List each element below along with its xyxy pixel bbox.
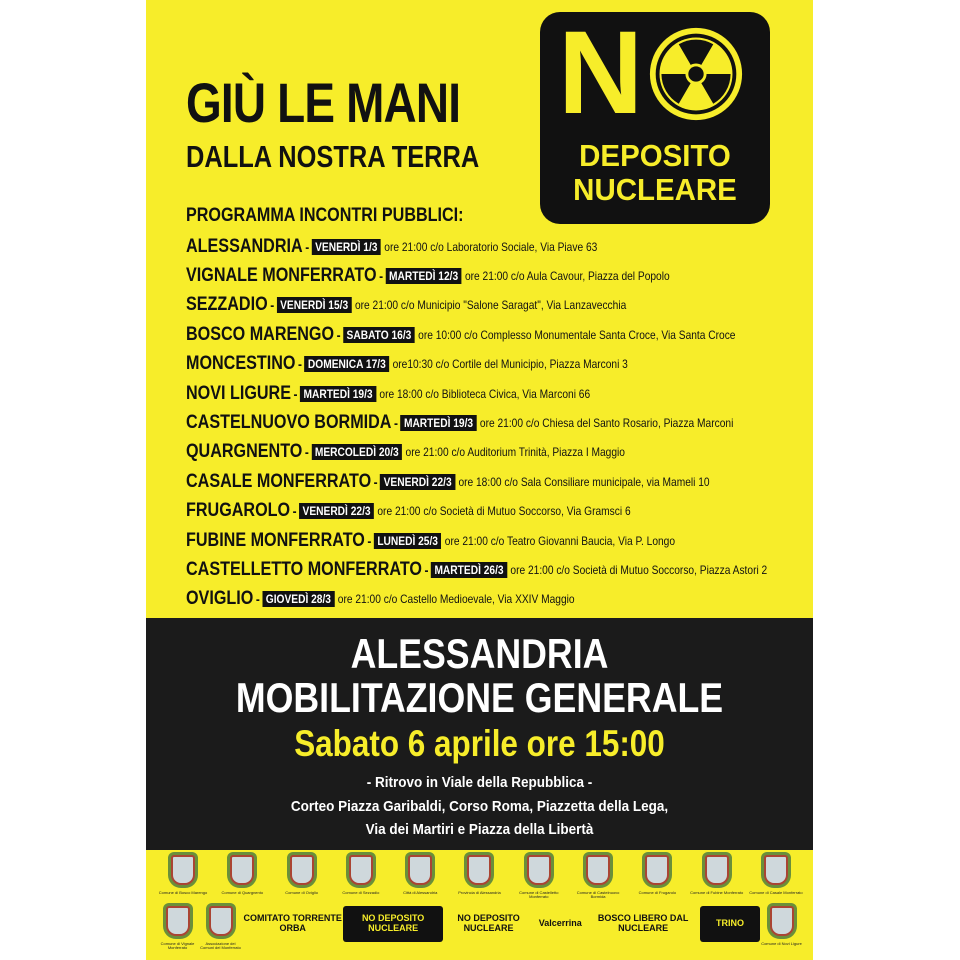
event-details: ore 18:00 c/o Sala Consiliare municipale, via Mameli 10	[458, 474, 710, 489]
crest-icon	[290, 855, 314, 885]
event-row: NOVI LIGURE - MARTEDÌ 19/3 ore 18:00 c/o Biblioteca Civica, Via Marconi 66	[186, 382, 591, 404]
event-row: SEZZADIO - VENERDÌ 15/3 ore 21:00 c/o Municipio "Salone Saragat", Via Lanzavecchia	[186, 294, 627, 316]
event-details: ore 21:00 c/o Chiesa del Santo Rosario, Piazza Marconi	[479, 416, 734, 431]
mobilization-title: MOBILITAZIONE GENERALE	[235, 674, 724, 721]
event-date: VENERDÌ 22/3	[380, 474, 455, 490]
crest-sezzadio: Comune di Sezzadio	[334, 855, 388, 900]
logo-no-deposito-1: NO DEPOSITO NUCLEARE	[343, 906, 442, 942]
event-row: ALESSANDRIA - VENERDÌ 1/3 ore 21:00 c/o Laboratorio Sociale, Via Piave 63	[186, 235, 598, 257]
event-details: ore 21:00 c/o Società di Mutuo Soccorso, Piazza Astori 2	[510, 562, 768, 577]
crest-frugarolo: Comune di Frugarolo	[630, 855, 684, 900]
event-row: CASTELLETTO MONFERRATO - MARTEDÌ 26/3 ore 21:00 c/o Società di Mutuo Soccorso, Piazza Astori 2	[186, 558, 768, 580]
crest-bosco-marengo: Comune di Bosco Marengo	[156, 855, 210, 900]
crest-icon	[645, 855, 669, 885]
sponsor-logos-row2	[156, 906, 803, 951]
event-city: SEZZADIO	[186, 294, 268, 316]
headline-sub: DALLA NOSTRA TERRA	[186, 139, 480, 174]
event-details: ore10:30 c/o Cortile del Municipio, Piazza Marconi 3	[392, 357, 628, 372]
crest-icon	[166, 906, 190, 936]
crest-icon	[349, 855, 373, 885]
event-row: BOSCO MARENGO - SABATO 16/3 ore 10:00 c/o Complesso Monumentale Santa Croce, Via Santa Croce	[186, 323, 736, 345]
event-city: VIGNALE MONFERRATO	[186, 265, 377, 287]
event-row: VIGNALE MONFERRATO - MARTEDÌ 12/3 ore 21:00 c/o Aula Cavour, Piazza del Popolo	[186, 265, 670, 287]
crest-casale: Comune di Casale Monferrato	[749, 855, 803, 900]
crest-icon	[230, 855, 254, 885]
poster	[146, 0, 813, 960]
event-date: DOMENICA 17/3	[305, 356, 390, 372]
logo-comuni-monferrato: Associazione dei Comuni del Monferrato	[199, 906, 242, 951]
logo-comitato-torrente-orba: COMITATO TORRENTE ORBA	[243, 913, 342, 933]
event-date: GIOVEDÌ 28/3	[262, 591, 334, 607]
event-date: VENERDÌ 22/3	[299, 503, 374, 519]
logo-text-deposito: DEPOSITO	[579, 138, 731, 173]
event-date: VENERDÌ 15/3	[277, 297, 352, 313]
event-details: ore 21:00 c/o Società di Mutuo Soccorso, Via Gramsci 6	[377, 504, 631, 519]
crest-icon	[171, 855, 195, 885]
event-city: CASTELLETTO MONFERRATO	[186, 558, 422, 580]
crest-castelnuovo: Comune di Castelnuovo Bormida	[571, 855, 625, 900]
logo-bosco-libero: BOSCO LIBERO DAL NUCLEARE	[597, 913, 689, 933]
event-details: ore 21:00 c/o Teatro Giovanni Baucia, Via P. Longo	[444, 533, 676, 548]
event-details: ore 10:00 c/o Complesso Monumentale Santa Croce, Via Santa Croce	[418, 327, 736, 342]
crest-oviglio: Comune di Oviglio	[275, 855, 329, 900]
event-row: OVIGLIO - GIOVEDÌ 28/3 ore 21:00 c/o Castello Medioevale, Via XXIV Maggio	[186, 588, 575, 610]
event-city: OVIGLIO	[186, 588, 254, 610]
crest-alessandria-city: Città di Alessandria	[393, 855, 447, 900]
logo-no-deposito-2: NO DEPOSITO NUCLEARE	[457, 913, 520, 933]
event-city: MONCESTINO	[186, 353, 296, 375]
crest-icon	[705, 855, 729, 885]
event-details: ore 21:00 c/o Castello Medioevale, Via XXIV Maggio	[337, 592, 575, 607]
event-details: ore 21:00 c/o Laboratorio Sociale, Via Piave 63	[384, 239, 598, 254]
crest-alessandria-province: Provincia di Alessandria	[452, 855, 506, 900]
crest-vignale: Comune di Vignale Monferrato	[156, 906, 199, 951]
event-details: ore 21:00 c/o Municipio "Salone Saragat", Via Lanzavecchia	[354, 298, 627, 313]
event-row: CASALE MONFERRATO - VENERDÌ 22/3 ore 18:00 c/o Sala Consiliare municipale, via Mameli 10	[186, 470, 710, 492]
event-row: FRUGAROLO - VENERDÌ 22/3 ore 21:00 c/o Società di Mutuo Soccorso, Via Gramsci 6	[186, 500, 631, 522]
crest-castelletto: Comune di Castelletto Monferrato	[512, 855, 566, 900]
event-date: SABATO 16/3	[343, 327, 415, 343]
mobilization-meeting-point: - Ritrovo in Viale della Repubblica -	[366, 774, 593, 791]
mobilization-route-line2: Via dei Martiri e Piazza della Libertà	[365, 821, 594, 838]
event-date: MERCOLEDÌ 20/3	[311, 444, 402, 460]
mobilization-route-line1: Corteo Piazza Garibaldi, Corso Roma, Piazzetta della Lega,	[290, 798, 669, 815]
no-nuclear-logo	[540, 7, 770, 224]
crest-quargnento: Comune di Quargnento	[215, 855, 269, 900]
event-city: CASALE MONFERRATO	[186, 470, 372, 492]
event-city: BOSCO MARENGO	[186, 323, 335, 345]
event-city: ALESSANDRIA	[186, 235, 303, 257]
event-details: ore 18:00 c/o Biblioteca Civica, Via Marconi 66	[379, 386, 591, 401]
logo-trino: TRINO	[700, 906, 760, 942]
crest-icon	[527, 855, 551, 885]
logo-text-nucleare: NUCLEARE	[573, 172, 737, 207]
headline-main: GIÙ LE MANI	[186, 71, 461, 134]
event-city: CASTELNUOVO BORMIDA	[186, 412, 392, 434]
mobilization-date: Sabato 6 aprile ore 15:00	[294, 723, 665, 764]
event-row: QUARGNENTO - MERCOLEDÌ 20/3 ore 21:00 c/o Auditorium Trinità, Piazza I Maggio	[186, 441, 625, 463]
event-details: ore 21:00 c/o Auditorium Trinità, Piazza I Maggio	[405, 445, 625, 460]
event-row: FUBINE MONFERRATO - LUNEDÌ 25/3 ore 21:00 c/o Teatro Giovanni Baucia, Via P. Longo	[186, 529, 676, 551]
event-list	[186, 232, 806, 614]
event-row: CASTELNUOVO BORMIDA - MARTEDÌ 19/3 ore 21:00 c/o Chiesa del Santo Rosario, Piazza Marconi	[186, 412, 734, 434]
program-title: PROGRAMMA INCONTRI PUBBLICI:	[186, 205, 464, 226]
crest-icon	[770, 906, 794, 936]
event-date: MARTEDÌ 19/3	[401, 415, 477, 431]
event-city: FRUGAROLO	[186, 500, 291, 522]
event-date: LUNEDÌ 25/3	[374, 533, 441, 549]
logo-letter: N	[558, 7, 644, 139]
mobilization-city: ALESSANDRIA	[350, 630, 609, 677]
crest-icon	[586, 855, 610, 885]
event-city: FUBINE MONFERRATO	[186, 529, 365, 551]
crest-novi-ligure: Comune di Novi Ligure	[760, 906, 803, 951]
event-date: MARTEDÌ 12/3	[386, 268, 462, 284]
event-date: VENERDÌ 1/3	[312, 239, 381, 255]
event-city: NOVI LIGURE	[186, 382, 291, 404]
crest-icon	[764, 855, 788, 885]
crest-icon	[209, 906, 233, 936]
sponsor-logos-row1	[156, 855, 803, 900]
mobilization-box	[146, 618, 813, 850]
crest-icon	[408, 855, 432, 885]
event-date: MARTEDÌ 19/3	[300, 386, 376, 402]
event-city: QUARGNENTO	[186, 441, 303, 463]
radiation-icon	[648, 26, 744, 122]
event-details: ore 21:00 c/o Aula Cavour, Piazza del Popolo	[464, 269, 670, 284]
event-date: MARTEDÌ 26/3	[431, 562, 507, 578]
crest-fubine: Comune di Fubine Monferrato	[690, 855, 744, 900]
logo-valcerrina: Valcerrina	[538, 918, 582, 929]
event-row: MONCESTINO - DOMENICA 17/3 ore10:30 c/o Cortile del Municipio, Piazza Marconi 3	[186, 353, 628, 375]
crest-icon	[467, 855, 491, 885]
